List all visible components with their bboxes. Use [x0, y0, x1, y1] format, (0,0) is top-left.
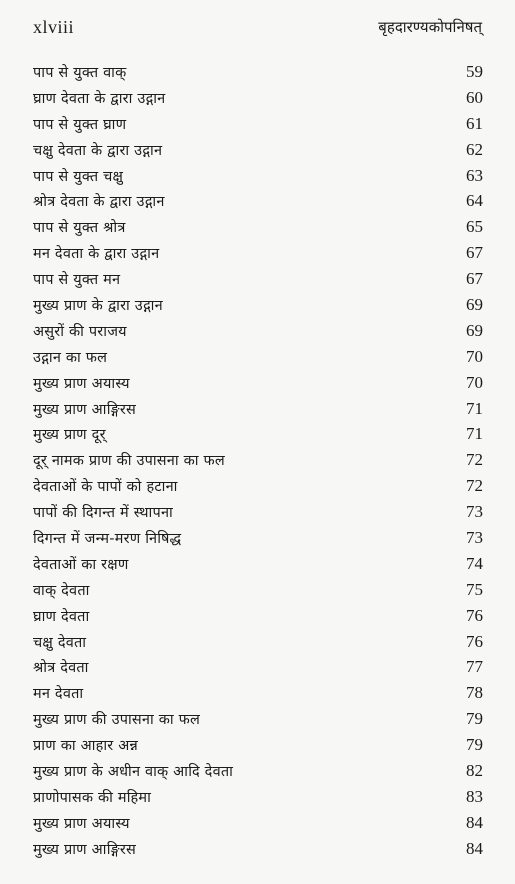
toc-entry	[33, 188, 483, 214]
toc-entry-title: श्रोत्र देवता	[33, 660, 89, 677]
toc-entry	[33, 447, 483, 473]
toc-entry-title: मन देवता	[33, 686, 84, 703]
toc-entry	[33, 810, 483, 836]
toc-entry-page-number: 65	[466, 217, 483, 237]
toc-entry-title: देवताओं के पापों को हटाना	[33, 479, 178, 496]
toc-entry-page-number: 72	[466, 476, 483, 496]
page-header	[33, 14, 482, 40]
toc-entry	[33, 603, 483, 629]
toc-entry-title: पाप से युक्त वाक्	[33, 65, 127, 81]
toc-entry-page-number: 74	[466, 553, 483, 573]
toc-entry-title: दूर् नामक प्राण की उपासना का फल	[33, 453, 225, 470]
toc-entry	[33, 396, 483, 422]
toc-entry	[33, 784, 483, 810]
toc-entry	[33, 85, 483, 111]
toc-entry-title: प्राण का आहार अन्न	[33, 738, 138, 755]
toc-entry-page-number: 62	[466, 139, 483, 159]
toc-entry	[33, 137, 483, 163]
toc-entry-title: मुख्य प्राण दूर्	[33, 427, 106, 444]
toc-entry	[33, 266, 483, 292]
toc-entry-title: पापों की दिगन्त में स्थापना	[33, 505, 173, 522]
toc-entry-page-number: 60	[466, 87, 483, 107]
toc-entry	[33, 421, 483, 447]
toc-entry-title: दिगन्त में जन्म-मरण निषिद्ध	[33, 531, 182, 548]
toc-entry-title: पाप से युक्त श्रोत्र	[33, 220, 126, 237]
toc-entry-page-number: 73	[466, 528, 483, 548]
toc-entry	[33, 758, 483, 784]
toc-entry	[33, 473, 483, 499]
toc-entry-page-number: 59	[466, 62, 483, 81]
toc-entry-page-number: 61	[466, 113, 483, 133]
toc-entry-title: श्रोत्र देवता के द्वारा उद्गान	[33, 194, 165, 211]
toc-entry-page-number: 64	[466, 191, 483, 211]
page-number: xlviii	[33, 16, 75, 37]
toc-entry-page-number: 79	[466, 709, 483, 729]
toc-entry-page-number: 63	[466, 165, 483, 185]
toc-entry-title: देवताओं का रक्षण	[33, 556, 129, 573]
toc-entry-title: मुख्य प्राण के द्वारा उद्गान	[33, 298, 163, 315]
toc-entry	[33, 680, 483, 706]
toc-entry-title: मुख्य प्राण आङ्गिरस	[33, 841, 136, 858]
toc-entry-title: घ्राण देवता के द्वारा उद्गान	[33, 90, 166, 107]
toc-entry-title: वाक् देवता	[33, 582, 90, 599]
toc-entry-page-number: 84	[466, 838, 483, 858]
toc-entry-title: घ्राण देवता	[33, 608, 90, 625]
toc-entry-title: मुख्य प्राण के अधीन वाक् आदि देवता	[33, 764, 234, 781]
toc-entry-page-number: 84	[466, 812, 483, 832]
toc-entry-page-number: 79	[466, 735, 483, 755]
toc-entry-page-number: 70	[466, 346, 483, 366]
toc-entry	[33, 111, 483, 137]
toc-entry-page-number: 83	[466, 786, 483, 806]
toc-entry	[33, 240, 483, 266]
toc-entry-title: प्राणोपासक की महिमा	[33, 789, 152, 806]
running-title: बृहदारण्यकोपनिषत्	[378, 18, 482, 36]
toc-entry-title: असुरों की पराजय	[33, 323, 127, 340]
toc-entry-page-number: 69	[466, 320, 483, 340]
toc-entry-title: पाप से युक्त चक्षु	[33, 168, 124, 185]
toc-entry	[33, 654, 483, 680]
toc-entry-title: मुख्य प्राण अयास्य	[33, 815, 130, 832]
toc-entry-page-number: 70	[466, 372, 483, 392]
toc-entry-page-number: 71	[466, 398, 483, 418]
toc-entry	[33, 214, 483, 240]
toc-entry-page-number: 67	[466, 269, 483, 289]
toc-entry	[33, 629, 483, 655]
toc-entry-page-number: 75	[466, 579, 483, 599]
toc-entry	[33, 577, 483, 603]
toc-entry	[33, 163, 483, 189]
toc-entry-page-number: 76	[466, 605, 483, 625]
toc-entry-page-number: 77	[466, 657, 483, 677]
toc-entry-page-number: 72	[466, 450, 483, 470]
toc-entry-title: चक्षु देवता के द्वारा उद्गान	[33, 142, 163, 159]
toc-entry-page-number: 67	[466, 243, 483, 263]
toc-entry	[33, 318, 483, 344]
toc-entry-title: मन देवता के द्वारा उद्गान	[33, 246, 160, 263]
toc-entry	[33, 525, 483, 551]
toc-entry-title: पाप से युक्त मन	[33, 272, 121, 289]
toc-entry-page-number: 76	[466, 631, 483, 651]
toc-entry-page-number: 69	[466, 295, 483, 315]
toc-entry-title: मुख्य प्राण अयास्य	[33, 375, 130, 392]
toc-entry-page-number: 82	[466, 761, 483, 781]
toc-entry	[33, 499, 483, 525]
toc-entry-page-number: 71	[466, 424, 483, 444]
toc-entry-title: मुख्य प्राण की उपासना का फल	[33, 712, 201, 729]
toc-entry-title: चक्षु देवता	[33, 634, 87, 651]
toc-entry	[33, 370, 483, 396]
toc-entry-page-number: 78	[466, 683, 483, 703]
toc-entry	[33, 344, 483, 370]
toc-entry-title: पाप से युक्त घ्राण	[33, 116, 127, 133]
toc-entry-title: मुख्य प्राण आङ्गिरस	[33, 401, 136, 418]
toc-entry-page-number: 73	[466, 502, 483, 522]
toc-entry	[33, 836, 483, 862]
table-of-contents	[33, 59, 483, 862]
toc-entry	[33, 292, 483, 318]
toc-entry	[33, 59, 483, 85]
toc-entry	[33, 706, 483, 732]
toc-entry	[33, 551, 483, 577]
toc-entry-title: उद्गान का फल	[33, 349, 108, 366]
toc-entry	[33, 732, 483, 758]
